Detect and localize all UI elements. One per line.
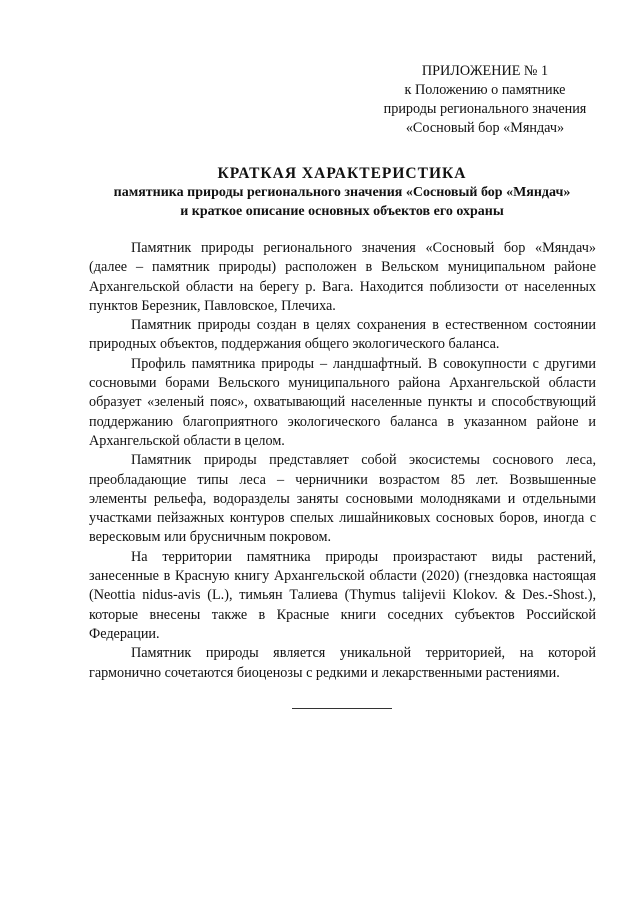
document-body xyxy=(89,239,596,683)
paragraph-profile: Профиль памятника природы – ландшафтный. В совокупности с другими сосновыми борами Вельского муниципального района Архангельской области образует «зеленый пояс», охватывающий населенные пункты и способствующий поддержанию благоприятного экологического баланса в указанном районе и Архангельской области в целом. xyxy=(89,355,596,449)
title-subtitle-line1: памятника природы регионального значения «Сосновый бор «Мяндач» xyxy=(113,185,571,200)
appendix-number: ПРИЛОЖЕНИЕ № 1 xyxy=(421,63,549,79)
title-main: КРАТКАЯ ХАРАКТЕРИСТИКА xyxy=(217,165,467,182)
paragraph-plants: На территории памятника природы произрастают виды растений, занесенные в Красную книгу Архангельской области (2020) (гнездовка настоящая (Neottia nidus-avis (L.), тимьян Талиева (Thymus talijevii Klokov. & Des.-Shost.), которые внесены также в Красные книги соседних субъектов Российской Федерации. xyxy=(89,548,596,642)
appendix-reference-line2: природы регионального значения xyxy=(383,101,587,117)
paragraph-ecosystem: Памятник природы представляет собой экосистемы соснового леса, преобладающие типы леса – черничники возрастом 85 лет. Возвышенные элементы рельефа, водоразделы заняты сосновыми молодняками и отдельными участками пейзажных контуров спелых лишайниковых сосновых боров, иногда с вересковым или брусничным покровом. xyxy=(89,452,596,546)
appendix-reference-line3: «Сосновый бор «Мяндач» xyxy=(405,120,565,136)
appendix-header xyxy=(360,62,610,138)
appendix-reference: к Положению о памятнике xyxy=(404,82,566,98)
closing-divider xyxy=(292,708,392,709)
paragraph-purpose: Памятник природы создан в целях сохранения в естественном состоянии природных объектов, поддержания общего экологического баланса. xyxy=(89,317,596,353)
paragraph-conclusion: Памятник природы является уникальной территорией, на которой гармонично сочетаются биоценозы с редкими и лекарственными растениями. xyxy=(89,645,596,681)
document-title xyxy=(60,164,624,221)
title-subtitle-line2: и краткое описание основных объектов его охраны xyxy=(180,203,504,219)
paragraph-location: Памятник природы регионального значения «Сосновый бор «Мяндач» (далее – памятник природы) расположен в Вельском муниципальном районе Архангельской области на берегу р. Вага. Находится поблизости от населенных пунктов Березник, Павловское, Плечиха. xyxy=(89,240,596,314)
